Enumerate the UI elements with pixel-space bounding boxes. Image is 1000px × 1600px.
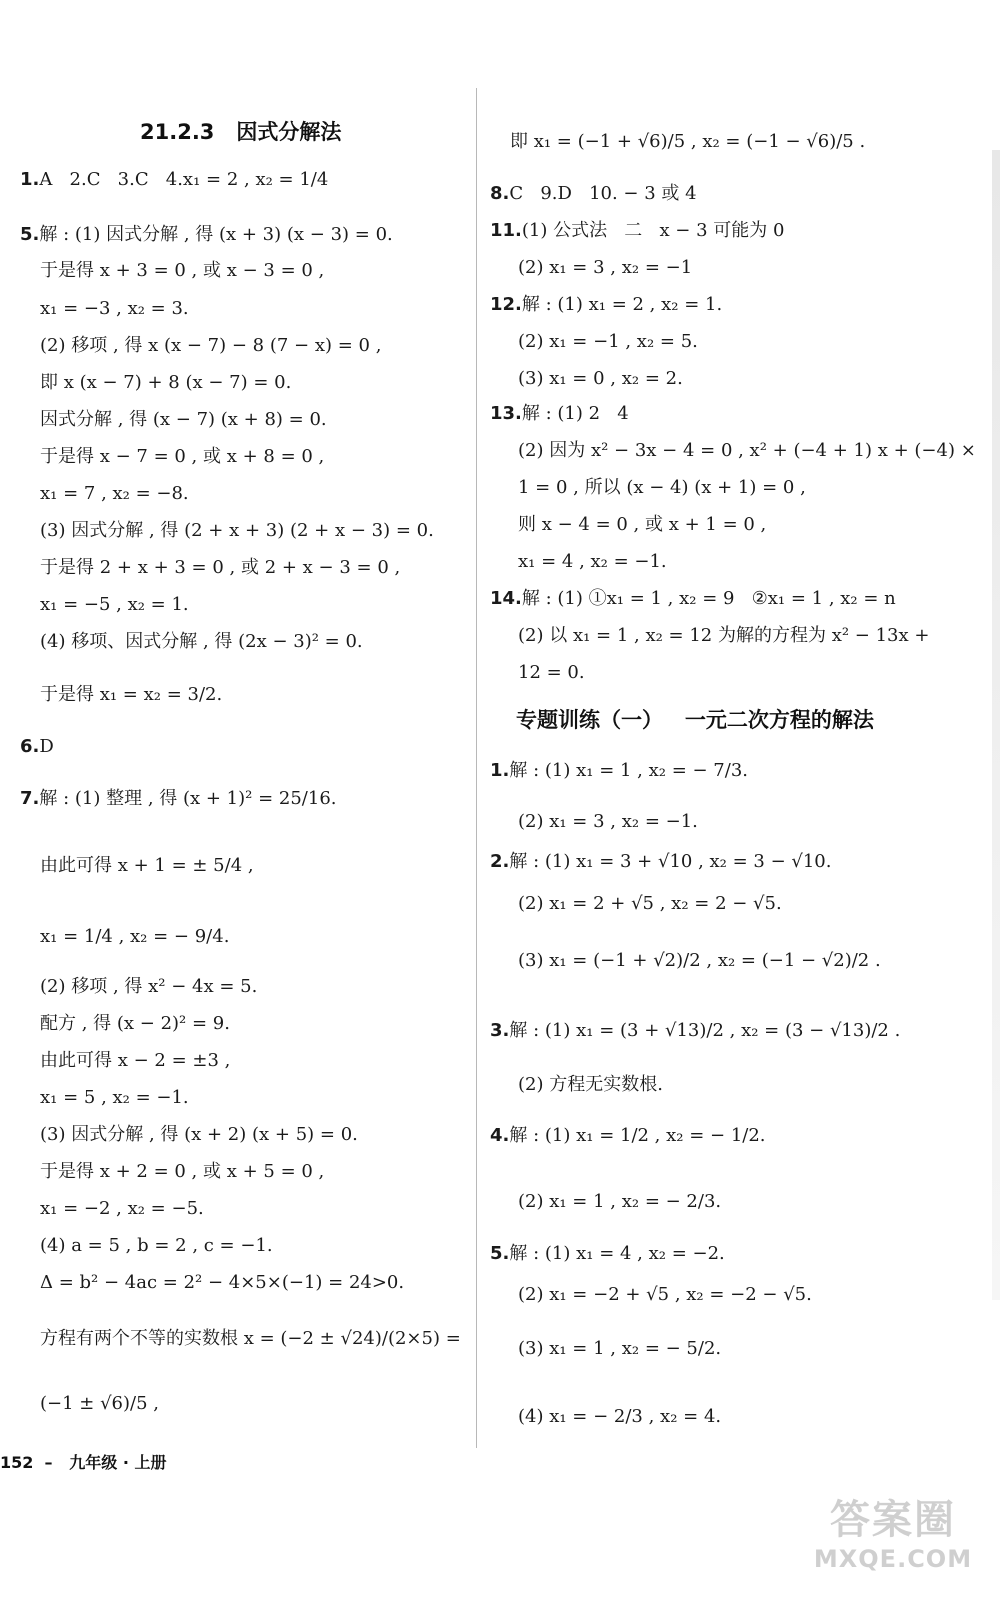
answer-text: 解 : (1) x₁ = 2 , x₂ = 1. — [521, 294, 723, 315]
question-number: 1. — [490, 760, 510, 781]
answer-text: 解 : (1) x₁ = 1/2 , x₂ = − 1/2. — [509, 1125, 766, 1146]
answer-text: 解 : (1) x₁ = 3 + √10 , x₂ = 3 − √10. — [509, 851, 832, 872]
answer-line — [40, 978, 257, 996]
answer-text: (2) x₁ = 3 , x₂ = −1 — [518, 257, 693, 278]
answer-line — [40, 522, 434, 540]
answer-text: x₁ = −5 , x₂ = 1. — [40, 594, 189, 615]
answer-line — [40, 1200, 204, 1218]
answer-line — [40, 596, 189, 614]
section-heading-factorization: 21.2.3 因式分解法 — [140, 120, 342, 144]
answer-text: (1) 公式法 二 x − 3 可能为 0 — [521, 220, 785, 241]
answer-line — [40, 633, 363, 651]
answer-line — [518, 516, 766, 534]
answer-text: 解 : (1) 整理 , 得 (x + 1)² = 25/16. — [39, 788, 337, 809]
answer-line — [490, 762, 748, 780]
answer-text: x₁ = 1/4 , x₂ = − 9/4. — [40, 926, 230, 947]
answer-line — [518, 553, 667, 571]
answer-line — [40, 1163, 324, 1181]
column-divider — [476, 88, 477, 1448]
answer-text: 解 : (1) x₁ = 1 , x₂ = − 7/3. — [509, 760, 748, 781]
answer-text: D — [39, 736, 54, 757]
answer-line — [518, 1193, 721, 1211]
answer-text: (4) 移项、因式分解 , 得 (2x − 3)² = 0. — [40, 631, 363, 652]
answer-line — [490, 590, 896, 608]
answer-line — [518, 813, 698, 831]
answer-text: (3) x₁ = 1 , x₂ = − 5/2. — [518, 1338, 722, 1359]
question-number: 6. — [20, 736, 40, 757]
answer-line — [40, 928, 229, 946]
answer-line — [20, 226, 393, 244]
answer-text: 即 x (x − 7) + 8 (x − 7) = 0. — [40, 372, 292, 393]
question-number: 13. — [490, 403, 522, 424]
answer-text: (2) x₁ = −1 , x₂ = 5. — [518, 331, 698, 352]
answer-line — [40, 337, 381, 355]
question-number: 5. — [20, 224, 40, 245]
answer-text: 因式分解 , 得 (x − 7) (x + 8) = 0. — [40, 409, 327, 430]
question-number: 5. — [490, 1243, 510, 1264]
answer-text: (2) 移项 , 得 x (x − 7) − 8 (7 − x) = 0 , — [40, 335, 382, 356]
watermark-url: MXQE.COM — [813, 1545, 973, 1573]
answer-line — [518, 333, 698, 351]
answer-text: (3) x₁ = 0 , x₂ = 2. — [518, 368, 683, 389]
answer-line — [40, 1274, 404, 1292]
answer-line — [518, 1076, 663, 1094]
answer-line — [518, 1340, 721, 1358]
watermark-text: 答案圈 — [830, 1497, 956, 1543]
answer-line — [490, 1022, 900, 1040]
answer-line — [40, 1330, 461, 1348]
answer-text: 解 : (1) ①x₁ = 1 , x₂ = 9 ②x₁ = 1 , x₂ = n — [521, 588, 896, 609]
answer-line — [20, 738, 54, 756]
answer-line — [40, 411, 327, 429]
watermark-logo — [808, 1488, 978, 1573]
answer-line — [490, 185, 697, 203]
answer-line — [490, 296, 722, 314]
question-number: 14. — [490, 588, 522, 609]
question-number: 3. — [490, 1020, 510, 1041]
answer-text: (3) x₁ = (−1 + √2)/2 , x₂ = (−1 − √2)/2 . — [518, 950, 881, 971]
answer-text: (3) 因式分解 , 得 (x + 2) (x + 5) = 0. — [40, 1124, 358, 1145]
answer-text: 解 : (1) x₁ = 4 , x₂ = −2. — [509, 1243, 725, 1264]
answer-line — [40, 374, 291, 392]
answer-text: (−1 ± √6)/5 , — [40, 1393, 159, 1414]
question-number: 2. — [490, 851, 510, 872]
answer-text: 于是得 x₁ = x₂ = 3/2. — [40, 684, 223, 705]
answer-line — [40, 1015, 230, 1033]
answer-text: (2) x₁ = −2 + √5 , x₂ = −2 − √5. — [518, 1284, 812, 1305]
question-number: 8. — [490, 183, 510, 204]
page-edge-shadow — [992, 150, 1000, 1300]
answer-text: x₁ = −2 , x₂ = −5. — [40, 1198, 204, 1219]
section-heading-special-training: 专题训练（一） 一元二次方程的解法 — [516, 708, 874, 732]
answer-text: 于是得 2 + x + 3 = 0 , 或 2 + x − 3 = 0 , — [40, 557, 401, 578]
answer-text: 配方 , 得 (x − 2)² = 9. — [40, 1013, 230, 1034]
answer-text: (2) x₁ = 1 , x₂ = − 2/3. — [518, 1191, 722, 1212]
answer-line — [40, 1126, 358, 1144]
answer-text: 解 : (1) 因式分解 , 得 (x + 3) (x − 3) = 0. — [39, 224, 393, 245]
answer-line — [518, 442, 976, 460]
answer-text: x₁ = 5 , x₂ = −1. — [40, 1087, 189, 1108]
question-number: 4. — [490, 1125, 510, 1146]
answer-line — [20, 171, 328, 189]
answer-line — [490, 853, 831, 871]
answer-text: 解 : (1) 2 4 — [521, 403, 629, 424]
answer-text: 由此可得 x + 1 = ± 5/4 , — [40, 855, 254, 876]
answer-text: 方程有两个不等的实数根 x = (−2 ± √24)/(2×5) = — [40, 1328, 461, 1349]
answer-line — [40, 448, 324, 466]
answer-text: 于是得 x − 7 = 0 , 或 x + 8 = 0 , — [40, 446, 325, 467]
answer-text: 1 = 0 , 所以 (x − 4) (x + 1) = 0 , — [518, 477, 806, 498]
answer-text: (3) 因式分解 , 得 (2 + x + 3) (2 + x − 3) = 0. — [40, 520, 434, 541]
answer-line — [40, 686, 222, 704]
answer-line — [518, 952, 881, 970]
question-number: 1. — [20, 169, 40, 190]
answer-line — [40, 1395, 159, 1413]
answer-text: x₁ = 7 , x₂ = −8. — [40, 483, 189, 504]
answer-line — [490, 405, 629, 423]
answer-line — [518, 479, 806, 497]
answer-line — [40, 1237, 273, 1255]
question-number: 7. — [20, 788, 40, 809]
answer-line — [40, 559, 400, 577]
answer-text: (2) x₁ = 2 + √5 , x₂ = 2 − √5. — [518, 893, 782, 914]
answer-line — [518, 627, 929, 645]
answer-text: x₁ = 4 , x₂ = −1. — [518, 551, 667, 572]
answer-line — [510, 133, 865, 151]
answer-line — [490, 1245, 725, 1263]
answer-text: x₁ = −3 , x₂ = 3. — [40, 298, 189, 319]
answer-line — [40, 1089, 189, 1107]
answer-line — [518, 1286, 812, 1304]
answer-text: C 9.D 10. − 3 或 4 — [509, 183, 697, 204]
answer-line — [40, 485, 189, 503]
answer-text: 12 = 0. — [518, 662, 585, 683]
answer-line — [518, 895, 782, 913]
answer-text: A 2.C 3.C 4.x₁ = 2 , x₂ = 1/4 — [39, 169, 329, 190]
answer-text: 即 x₁ = (−1 + √6)/5 , x₂ = (−1 − √6)/5 . — [510, 131, 866, 152]
answer-text: (2) x₁ = 3 , x₂ = −1. — [518, 811, 698, 832]
answer-text: (2) 移项 , 得 x² − 4x = 5. — [40, 976, 258, 997]
answer-text: (4) x₁ = − 2/3 , x₂ = 4. — [518, 1406, 722, 1427]
answer-line — [518, 664, 585, 682]
answer-line — [40, 1052, 230, 1070]
answer-line — [518, 259, 692, 277]
answer-text: 则 x − 4 = 0 , 或 x + 1 = 0 , — [518, 514, 767, 535]
answer-line — [20, 790, 337, 808]
question-number: 11. — [490, 220, 522, 241]
answer-line — [518, 370, 683, 388]
question-number: 12. — [490, 294, 522, 315]
answer-text: 于是得 x + 3 = 0 , 或 x − 3 = 0 , — [40, 260, 325, 281]
answer-text: 由此可得 x − 2 = ±3 , — [40, 1050, 231, 1071]
answer-text: (4) a = 5 , b = 2 , c = −1. — [40, 1235, 273, 1256]
page-footer: 152 – 九年级 · 上册 — [0, 1453, 167, 1472]
answer-text: 于是得 x + 2 = 0 , 或 x + 5 = 0 , — [40, 1161, 325, 1182]
answer-line — [40, 857, 254, 875]
answer-line — [40, 262, 324, 280]
answer-line — [40, 300, 189, 318]
answer-text: (2) 以 x₁ = 1 , x₂ = 12 为解的方程为 x² − 13x + — [518, 625, 930, 646]
answer-line — [518, 1408, 721, 1426]
answer-line — [490, 222, 784, 240]
answer-text: (2) 方程无实数根. — [518, 1074, 663, 1095]
answer-text: 解 : (1) x₁ = (3 + √13)/2 , x₂ = (3 − √13)/2 . — [509, 1020, 901, 1041]
answer-line — [490, 1127, 766, 1145]
answer-text: (2) 因为 x² − 3x − 4 = 0 , x² + (−4 + 1) x + (−4) × — [518, 440, 976, 461]
answer-text: Δ = b² − 4ac = 2² − 4×5×(−1) = 24>0. — [40, 1272, 405, 1293]
